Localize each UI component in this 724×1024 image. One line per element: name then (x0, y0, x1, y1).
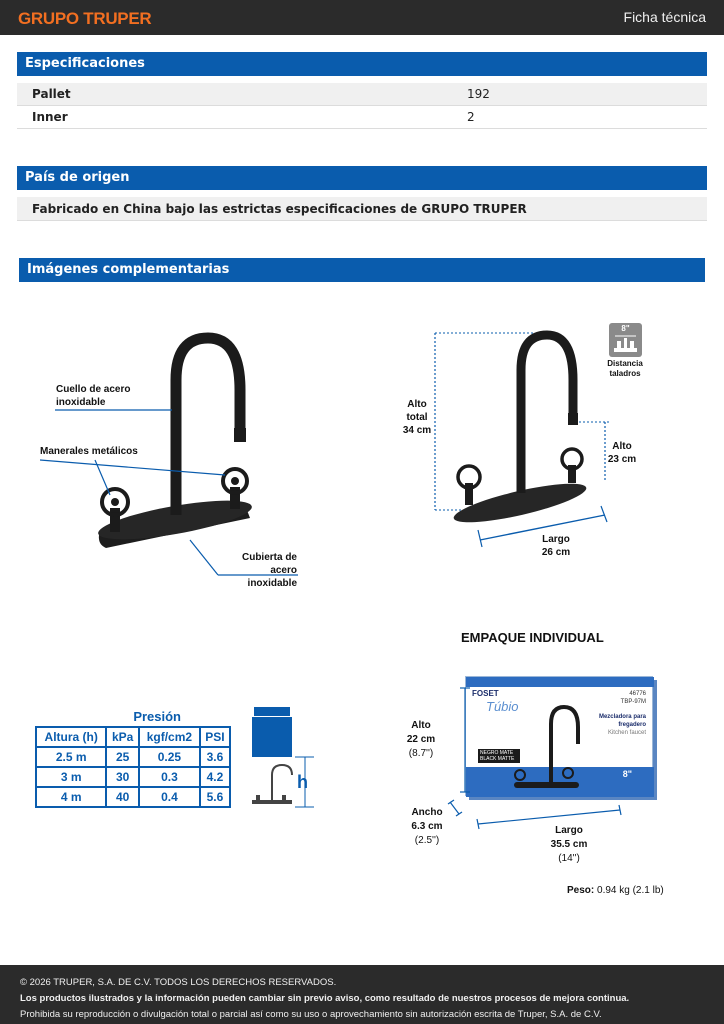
callout-neck (56, 383, 130, 409)
pressure-cell: 3.6 (200, 747, 230, 767)
spec-row-inner (17, 106, 707, 129)
brand-logo[interactable]: GRUPO TRUPER (18, 9, 152, 28)
water-tank-height-icon (240, 703, 320, 813)
package-height-line3: (8.7'') (408, 748, 434, 759)
package-length-line1: Largo (555, 825, 583, 836)
package-brand: FOSET (472, 689, 499, 698)
callout-cover-line1: Cubierta de acero (241, 552, 297, 576)
pressure-title: Presión (133, 709, 181, 724)
callout-cover-line2: inoxidable (247, 578, 297, 589)
drill-distance-label (600, 359, 650, 379)
total-height-line3: 34 cm (402, 425, 432, 436)
pressure-cell: 4.2 (200, 767, 230, 787)
package-finish-line2: BLACK MATTE (480, 756, 515, 762)
pressure-cell: 40 (106, 787, 138, 807)
drill-size-text: 8" (621, 324, 630, 333)
callout-cover (222, 551, 297, 590)
footer (0, 965, 724, 1024)
footer-disclaimer: Los productos ilustrados y la información pueden cambiar sin previo aviso, como resultado de nuestros procesos de mejora continua. (20, 993, 630, 1004)
package-code: 46776 (629, 691, 646, 697)
images-section-header: Imágenes complementarias (19, 258, 705, 282)
length-line2: 26 cm (541, 547, 571, 558)
pressure-table-header (36, 727, 230, 747)
origin-section-header: País de origen (17, 166, 707, 190)
spout-height-label (606, 440, 638, 466)
callout-handles: Manerales metálicos (40, 446, 138, 457)
total-height-line1: Alto (407, 399, 427, 410)
spout-height-line1: Alto (612, 441, 632, 452)
spec-row-pallet (17, 83, 707, 106)
package-length-line2: 35.5 cm (550, 839, 588, 850)
pressure-cell: 5.6 (200, 787, 230, 807)
package-width-line2: 6.3 cm (411, 821, 443, 832)
package-width-label (406, 806, 448, 848)
weight-label: Peso: (567, 885, 595, 896)
top-bar (0, 0, 724, 35)
package-desc-line1: Mezcladora para (598, 714, 646, 720)
pressure-cell: 0.3 (139, 767, 200, 787)
height-h-label: h (297, 772, 308, 792)
origin-text: Fabricado en China bajo las estrictas especificaciones de GRUPO TRUPER (17, 197, 707, 221)
pressure-header-cell: kPa (106, 727, 138, 747)
drill-label-line1: Distancia (607, 359, 643, 368)
package-title: EMPAQUE INDIVIDUAL (461, 630, 604, 645)
package-width-line3: (2.5'') (414, 835, 440, 846)
total-height-label (400, 398, 434, 437)
pressure-cell: 3 m (36, 767, 106, 787)
document-type-label: Ficha técnica (623, 9, 706, 25)
drill-label-line2: taladros (609, 369, 641, 378)
spec-label: Pallet (32, 87, 71, 101)
package-length-label (545, 824, 593, 866)
spec-value: 192 (467, 87, 490, 101)
total-height-line2: total (406, 412, 428, 423)
package-weight (567, 884, 664, 897)
length-label (540, 533, 572, 559)
pressure-cell: 25 (106, 747, 138, 767)
package-width-line1: Ancho (411, 807, 443, 818)
pressure-table-row (36, 787, 230, 807)
pressure-table-row (36, 747, 230, 767)
spout-height-line2: 23 cm (607, 454, 637, 465)
callout-neck-line2: inoxidable (56, 397, 106, 408)
footer-copyright: © 2026 TRUPER, S.A. DE C.V. TODOS LOS DERECHOS RESERVADOS. (20, 977, 337, 988)
pressure-table-row (36, 767, 230, 787)
package-height-line2: 22 cm (406, 734, 436, 745)
pressure-cell: 4 m (36, 787, 106, 807)
package-size-text: 8" (622, 769, 632, 779)
package-model: TBP-97M (620, 699, 646, 705)
pressure-table (35, 726, 231, 808)
spec-label: Inner (32, 110, 68, 124)
pressure-cell: 0.25 (139, 747, 200, 767)
pressure-cell: 2.5 m (36, 747, 106, 767)
spec-value: 2 (467, 110, 475, 124)
weight-value: 0.94 kg (2.1 lb) (597, 885, 664, 896)
pressure-cell: 30 (106, 767, 138, 787)
pressure-header-cell: kgf/cm2 (139, 727, 200, 747)
package-finish-line1: NEGRO MATE (480, 750, 514, 756)
package-height-line1: Alto (411, 720, 431, 731)
specs-section-header: Especificaciones (17, 52, 707, 76)
drill-distance-icon (609, 323, 642, 357)
package-desc-line2: fregadero (618, 722, 646, 728)
pressure-header-cell: PSI (200, 727, 230, 747)
package-line-name: Túbio (486, 699, 519, 714)
pressure-header-cell: Altura (h) (36, 727, 106, 747)
package-length-line3: (14'') (558, 853, 580, 864)
pressure-cell: 0.4 (139, 787, 200, 807)
package-desc-line3: Kitchen faucet (607, 730, 646, 736)
footer-legal-notice: Prohibida su reproducción o divulgación total o parcial así como su uso o aprovechamiento sin autorización escrita de Truper, S.A. de C.V. (20, 1009, 602, 1020)
length-line1: Largo (542, 534, 570, 545)
package-dimension-lines (445, 680, 625, 830)
callout-neck-line1: Cuello de acero (56, 384, 131, 395)
package-height-label (402, 719, 440, 761)
